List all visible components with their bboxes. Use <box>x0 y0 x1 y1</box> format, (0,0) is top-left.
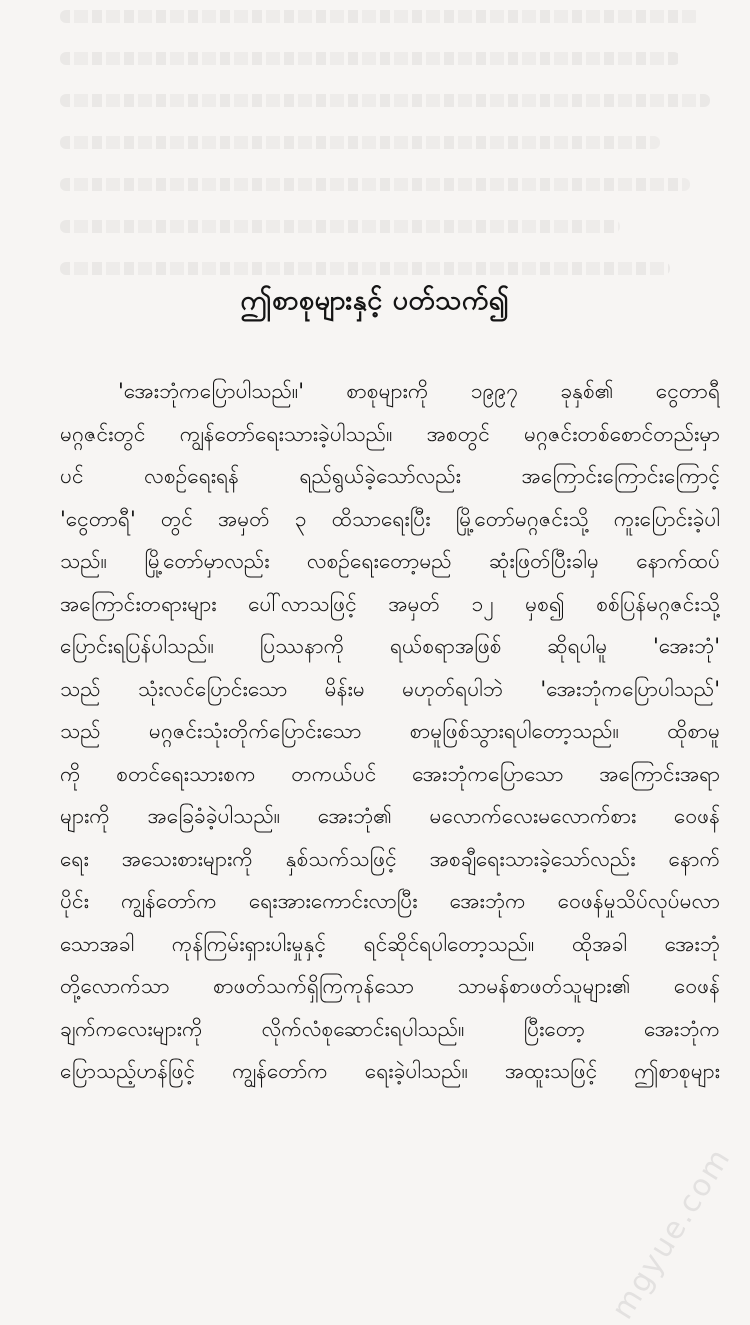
text-line: မဂ္ဂဇင်းတွင် ကျွန်တော်ရေးသားခဲ့ပါသည်။ အစတွင် မဂ္ဂဇင်းတစ်စောင်တည်းမှာ <box>60 421 720 446</box>
text-line: များကို အခြေခံခဲ့ပါသည်။ အေးဘုံ၏ မလောက်လေးမလောက်စား ဝေဖန် <box>60 804 720 828</box>
text-line: တို့လောက်သာ စာဖတ်သက်ရှိကြကုန်သော သာမန်စာဖတ်သူများ၏ ဝေဖန် <box>60 974 720 998</box>
text-line: သည် သုံးလင်ပြောင်းသော မိန်းမ မဟုတ်ရပါဘဲ 'အေးဘုံကပြောပါသည်' <box>60 676 720 701</box>
text-line: 'ငွေတာရီ' တွင် အမှတ် ၃ ထိသာရေးပြီး မြို့တော်မဂ္ဂဇင်းသို့ ကူးပြောင်းခဲ့ပါ <box>60 506 720 531</box>
text-line: ရေး အသေးစားများကို နှစ်သက်သဖြင့် အစချီရေးသားခဲ့သော်လည်း နောက် <box>60 846 720 871</box>
text-line: ပြောသည့်ဟန်ဖြင့် ကျွန်တော်က ရေးခဲ့ပါသည်။ အထူးသဖြင့် ဤစာစုများ <box>60 1059 720 1083</box>
text-line: ပြောင်းရပြန်ပါသည်။ ပြဿနာကို ရယ်စရာအဖြစ် ဆိုရပါမူ 'အေးဘုံ' <box>60 634 720 658</box>
text-line: ပင် လစဉ်ရေးရန် ရည်ရွယ်ခဲ့သော်လည်း အကြောင်းကြောင်းကြောင့် <box>60 464 720 488</box>
page-title: ဤစာစုများနှင့် ပတ်သက်၍ <box>240 285 510 316</box>
bleed-through-text <box>0 0 750 300</box>
text-line: သည်။ မြို့တော်မှာလည်း လစဉ်ရေးတော့မည် ဆုံးဖြတ်ပြီးခါမှ နောက်ထပ် <box>60 549 720 573</box>
text-line: ကို စတင်ရေးသားစက တကယ်ပင် အေးဘုံကပြောသော အကြောင်းအရာ <box>60 761 720 786</box>
body-text <box>60 370 720 1093</box>
watermark: mgyue.com <box>604 1141 738 1325</box>
text-line: သည် မဂ္ဂဇင်းသုံးတိုက်ပြောင်းသော စာမူဖြစ်သွားရပါတော့သည်။ ထိုစာမူ <box>60 719 720 743</box>
text-line: ချက်ကလေးများကို လိုက်လံစုဆောင်းရပါသည်။ ပြီးတော့ အေးဘုံက <box>60 1016 720 1041</box>
text-line: ပိုင်း ကျွန်တော်က ရေးအားကောင်းလာပြီး အေးဘုံက ဝေဖန်မှုသိပ်လုပ်မလာ <box>60 889 720 913</box>
text-line: အကြောင်းတရားများ ပေါ်လာသဖြင့် အမှတ် ၁၂ မှစ၍ စစ်ပြန်မဂ္ဂဇင်းသို့ <box>60 591 720 616</box>
text-line: 'အေးဘုံကပြောပါသည်။' စာစုများကို ၁၉၉၇ ခုနှစ်၏ ငွေတာရီ <box>118 379 720 403</box>
text-line: သောအခါ ကုန်ကြမ်းရှားပါးမှုနှင့် ရင်ဆိုင်ရပါတော့သည်။ ထိုအခါ အေးဘုံ <box>60 931 720 956</box>
